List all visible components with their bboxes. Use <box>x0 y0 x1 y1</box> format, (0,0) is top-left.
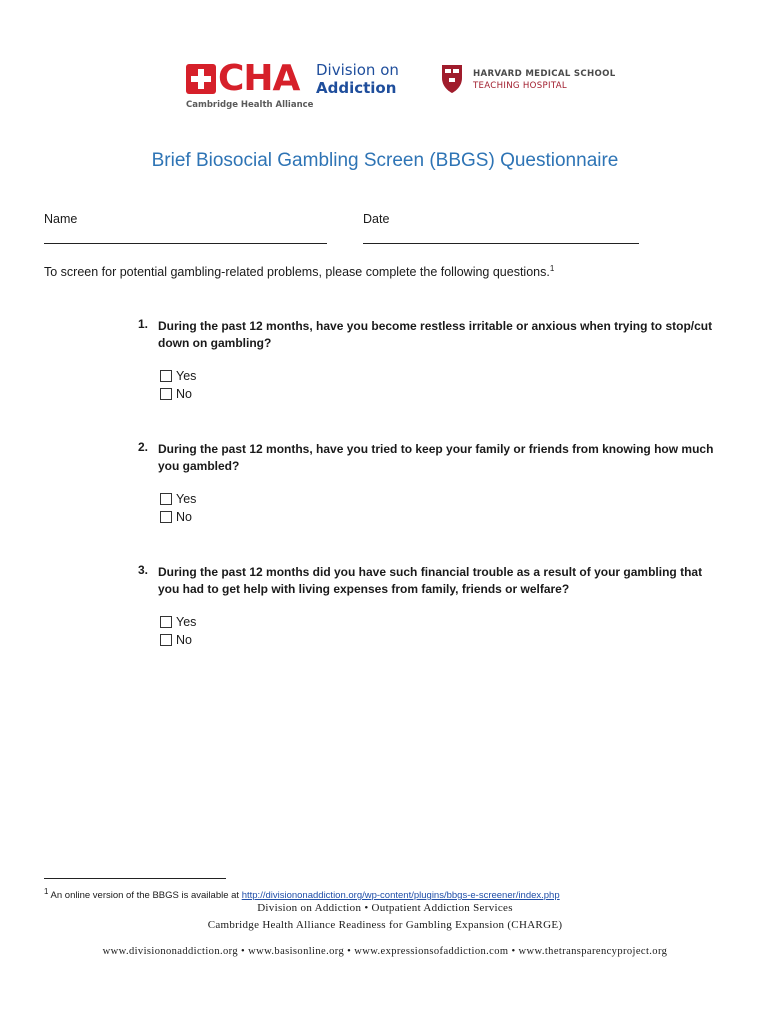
checkbox[interactable] <box>160 370 172 382</box>
footer-line-2: Cambridge Health Alliance Readiness for Gambling Expansion (CHARGE) <box>207 919 563 931</box>
question-text-line1: During the past 12 months, have you become restless irritable or anxious when trying to stop/cut <box>158 319 713 333</box>
footnote-divider <box>44 878 226 879</box>
cha-wordmark: CHA <box>218 58 300 99</box>
checkbox[interactable] <box>160 511 172 523</box>
hms-name: HARVARD MEDICAL SCHOOL <box>473 69 616 79</box>
question-text-line2: down on gambling? <box>158 336 272 350</box>
page-title: Brief Biosocial Gambling Screen (BBGS) Questionnaire <box>151 150 619 171</box>
cha-subtitle: Cambridge Health Alliance <box>186 100 314 110</box>
question-2 <box>138 440 738 530</box>
checkbox[interactable] <box>160 388 172 400</box>
hms-teaching-hospital: TEACHING HOSPITAL <box>473 81 567 91</box>
name-label: Name <box>44 212 78 226</box>
option-label: Yes <box>176 492 197 506</box>
option-yes[interactable] <box>160 492 196 506</box>
question-number: 3. <box>138 563 149 577</box>
harvard-shield-icon <box>441 64 463 94</box>
option-no[interactable] <box>160 633 192 647</box>
checkbox[interactable] <box>160 616 172 628</box>
footer-line-1: Division on Addiction • Outpatient Addiction Services <box>257 902 513 914</box>
intro-text <box>44 264 554 279</box>
cha-addiction-label: Addiction <box>316 79 397 97</box>
footer-websites: www.divisiononaddiction.org • www.basisonline.org • www.expressionsofaddiction.com • www.thetransparencyproject.org <box>102 946 668 957</box>
option-label: No <box>176 633 192 647</box>
option-label: Yes <box>176 615 197 629</box>
option-no[interactable] <box>160 510 192 524</box>
name-field[interactable] <box>44 243 327 244</box>
bbgs-link[interactable]: http://divisiononaddiction.org/wp-content/plugins/bbgs-e-screener/index.php <box>241 890 560 902</box>
checkbox[interactable] <box>160 634 172 646</box>
option-yes[interactable] <box>160 369 196 383</box>
question-text-line2: you gambled? <box>158 459 240 473</box>
footnote-text: An online version of the BBGS is available at <box>50 890 242 902</box>
question-number: 2. <box>138 440 149 454</box>
question-text-line2: you had to get help with living expenses from family, friends or welfare? <box>158 582 570 596</box>
option-label: Yes <box>176 369 197 383</box>
intro-sentence: To screen for potential gambling-related problems, please complete the following questions. <box>44 265 550 280</box>
footnote-mark: 1 <box>44 887 49 896</box>
date-field[interactable] <box>363 243 639 244</box>
footnote <box>44 887 560 901</box>
option-yes[interactable] <box>160 615 196 629</box>
question-text-line1: During the past 12 months, have you tried to keep your family or friends from knowing how much <box>158 442 714 456</box>
option-label: No <box>176 510 192 524</box>
option-no[interactable] <box>160 387 192 401</box>
hms-logo <box>441 64 631 98</box>
question-3 <box>138 563 738 653</box>
date-label: Date <box>363 212 390 226</box>
question-1 <box>138 317 738 407</box>
cha-cross-icon <box>186 64 216 94</box>
checkbox[interactable] <box>160 493 172 505</box>
option-label: No <box>176 387 192 401</box>
question-number: 1. <box>138 317 149 331</box>
cha-logo <box>186 58 416 118</box>
footnote-ref: 1 <box>549 264 555 273</box>
question-text-line1: During the past 12 months did you have such financial trouble as a result of your gambling that <box>158 565 703 579</box>
cha-division-label: Division on <box>316 61 399 79</box>
